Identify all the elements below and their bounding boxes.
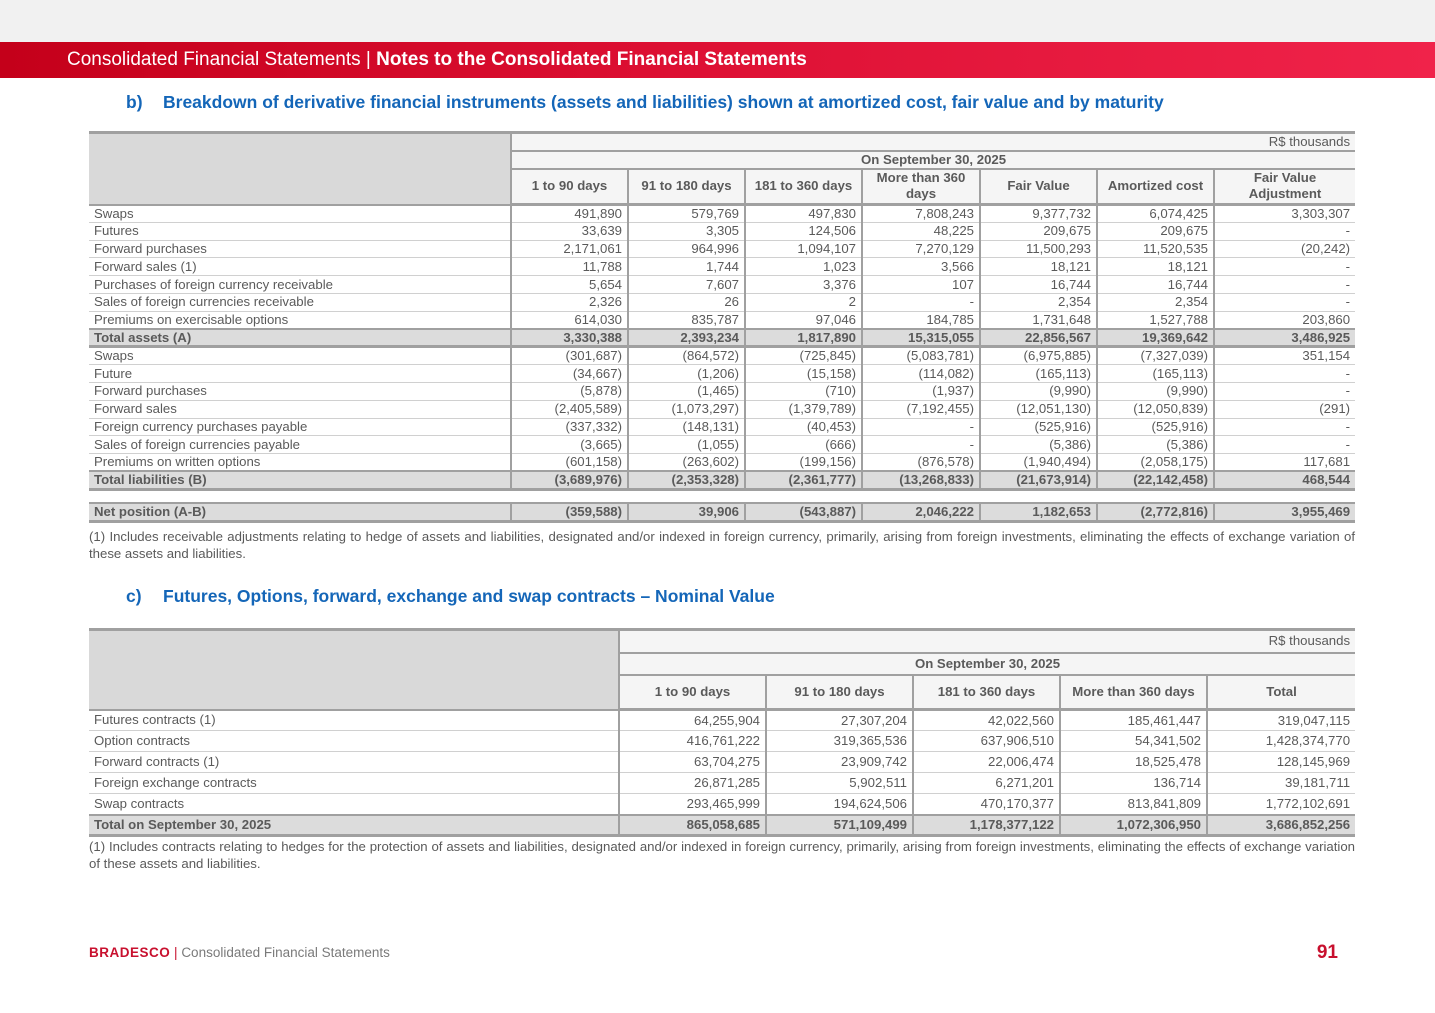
table-cell: 15,315,055 [862,329,980,347]
date-label: On September 30, 2025 [619,653,1355,675]
row-label: Futures [89,222,511,240]
table-cell: - [1214,258,1355,276]
table-cell: 3,305 [628,222,745,240]
table-cell: - [862,436,980,454]
brand-name: BRADESCO [89,945,171,960]
table-row [89,222,1355,240]
table-cell: 2 [745,293,862,311]
table-cell: 7,607 [628,276,745,294]
table-cell: (9,990) [1097,382,1214,400]
table-cell: (876,578) [862,454,980,472]
table-cell: 18,525,478 [1060,752,1207,773]
table-cell: 3,486,925 [1214,329,1355,347]
row-label: Total liabilities (B) [89,471,511,489]
table-row [89,418,1355,436]
table-row [89,773,1355,794]
table-cell: 11,500,293 [980,240,1097,258]
table-row [89,454,1355,472]
table-cell: (5,083,781) [862,347,980,365]
row-label: Premiums on written options [89,454,511,472]
column-header: 1 to 90 days [511,169,628,205]
table-cell: 11,520,535 [1097,240,1214,258]
table-cell: - [1214,436,1355,454]
row-label: Forward purchases [89,240,511,258]
table-row [89,240,1355,258]
table-cell: 3,686,852,256 [1207,815,1355,836]
table-cell: (1,937) [862,382,980,400]
table-cell: 491,890 [511,205,628,223]
total-row [89,471,1355,489]
derivatives-breakdown-table [89,131,1355,523]
footer-subtitle: Consolidated Financial Statements [181,945,390,960]
table-cell: (114,082) [862,365,980,383]
row-label: Total assets (A) [89,329,511,347]
table-cell: (2,058,175) [1097,454,1214,472]
table-cell: 1,428,374,770 [1207,731,1355,752]
row-label: Futures contracts (1) [89,710,619,731]
table-cell: 1,178,377,122 [913,815,1060,836]
table-cell: 7,808,243 [862,205,980,223]
column-header: Fair Value Adjustment [1214,169,1355,205]
section-c-footnote: (1) Includes contracts relating to hedges for the protection of assets and liabilities, designated and/or indexed in foreign currency, primarily, arising from foreign investments, eliminating the effects of exchange variation of these assets and liabilities. [89,839,1355,871]
table-cell: (2,361,777) [745,471,862,489]
table-cell: (543,887) [745,503,862,521]
table-cell: 865,058,685 [619,815,766,836]
table-cell: 27,307,204 [766,710,913,731]
column-header: 91 to 180 days [628,169,745,205]
table-cell: 97,046 [745,311,862,329]
row-label: Foreign currency purchases payable [89,418,511,436]
unit-label: R$ thousands [619,630,1355,653]
table-cell: (2,772,816) [1097,503,1214,521]
table-cell: 128,145,969 [1207,752,1355,773]
table-cell: 26 [628,293,745,311]
table-cell: 184,785 [862,311,980,329]
table-cell: 2,046,222 [862,503,980,521]
table-cell: 33,639 [511,222,628,240]
header-banner [0,42,1435,78]
table-cell: (12,050,839) [1097,400,1214,418]
date-label: On September 30, 2025 [511,151,1355,169]
table-cell: (12,051,130) [980,400,1097,418]
table-cell: (5,386) [980,436,1097,454]
table-cell: 16,744 [1097,276,1214,294]
section-b-title [126,92,1164,113]
row-label: Net position (A-B) [89,503,511,521]
table-cell: 203,860 [1214,311,1355,329]
table-cell: 3,566 [862,258,980,276]
table-cell: (1,465) [628,382,745,400]
table-cell: 1,072,306,950 [1060,815,1207,836]
table-cell: 11,788 [511,258,628,276]
row-label: Forward contracts (1) [89,752,619,773]
table-cell: 19,369,642 [1097,329,1214,347]
page-number: 91 [1316,942,1338,963]
table-cell: (22,142,458) [1097,471,1214,489]
table-cell: (601,158) [511,454,628,472]
table-cell: 319,365,536 [766,731,913,752]
section-b-letter: b) [126,92,143,112]
table-cell: 319,047,115 [1207,710,1355,731]
table-cell: (525,916) [1097,418,1214,436]
table-cell: (1,379,789) [745,400,862,418]
table-cell: (148,131) [628,418,745,436]
table-cell: 22,856,567 [980,329,1097,347]
table-cell: 5,654 [511,276,628,294]
section-c-heading: Futures, Options, forward, exchange and swap contracts – Nominal Value [163,586,775,606]
table-cell: (20,242) [1214,240,1355,258]
row-label: Swap contracts [89,794,619,815]
table-cell: 107 [862,276,980,294]
table-cell: 293,465,999 [619,794,766,815]
table-cell: 813,841,809 [1060,794,1207,815]
table-cell: (15,158) [745,365,862,383]
table-cell: 39,181,711 [1207,773,1355,794]
table-cell: 416,761,222 [619,731,766,752]
row-label: Forward purchases [89,382,511,400]
table-cell: (2,405,589) [511,400,628,418]
table-cell: 194,624,506 [766,794,913,815]
column-header: 181 to 360 days [913,675,1060,710]
table-cell: (1,940,494) [980,454,1097,472]
row-label: Sales of foreign currencies receivable [89,293,511,311]
table-cell: 3,376 [745,276,862,294]
table-cell: 6,271,201 [913,773,1060,794]
total-row [89,329,1355,347]
row-label: Premiums on exercisable options [89,311,511,329]
table-cell: 2,354 [980,293,1097,311]
column-header: More than 360 days [862,169,980,205]
table-cell: 22,006,474 [913,752,1060,773]
table-cell: 23,909,742 [766,752,913,773]
table-cell: (301,687) [511,347,628,365]
section-b-footnote: (1) Includes receivable adjustments relating to hedge of assets and liabilities, designated and/or indexed in foreign currency, primarily, arising from foreign investments, eliminating the effects of exchange variation of these assets and liabilities. [89,529,1355,561]
table-cell: 18,121 [980,258,1097,276]
row-label: Total on September 30, 2025 [89,815,619,836]
table-cell: (7,192,455) [862,400,980,418]
table-cell: (21,673,914) [980,471,1097,489]
table-cell: 497,830 [745,205,862,223]
table-cell: 1,182,653 [980,503,1097,521]
table-cell: - [1214,365,1355,383]
table-cell: 42,022,560 [913,710,1060,731]
table-cell: 117,681 [1214,454,1355,472]
table-cell: (5,878) [511,382,628,400]
table-cell: 2,171,061 [511,240,628,258]
nominal-value-table [89,628,1355,837]
table-cell: 2,354 [1097,293,1214,311]
table-cell: (291) [1214,400,1355,418]
table-cell: 136,714 [1060,773,1207,794]
column-header: Amortized cost [1097,169,1214,205]
section-c-title [126,586,775,607]
table-cell: (7,327,039) [1097,347,1214,365]
table-cell: (5,386) [1097,436,1214,454]
table-cell: (34,667) [511,365,628,383]
table-cell: - [1214,276,1355,294]
table-cell: 209,675 [1097,222,1214,240]
table-cell: - [1214,382,1355,400]
table-cell: (1,206) [628,365,745,383]
header-corner [89,630,619,710]
table-cell: 3,303,307 [1214,205,1355,223]
table-row [89,365,1355,383]
table-row [89,752,1355,773]
table-cell: 1,023 [745,258,862,276]
column-header: More than 360 days [1060,675,1207,710]
table-cell: 63,704,275 [619,752,766,773]
table-cell: (525,916) [980,418,1097,436]
table-cell: (725,845) [745,347,862,365]
table-cell: 637,906,510 [913,731,1060,752]
row-label: Forward sales [89,400,511,418]
table-row [89,794,1355,815]
table-cell: 9,377,732 [980,205,1097,223]
row-label: Future [89,365,511,383]
table-row [89,400,1355,418]
footer-separator: | [174,945,178,960]
table-cell: (40,453) [745,418,862,436]
row-label: Option contracts [89,731,619,752]
top-margin [0,0,1435,42]
table-cell: (864,572) [628,347,745,365]
table-cell: 3,955,469 [1214,503,1355,521]
row-label: Swaps [89,205,511,223]
table-cell: (666) [745,436,862,454]
row-label: Swaps [89,347,511,365]
table-cell: (9,990) [980,382,1097,400]
table-cell: 1,094,107 [745,240,862,258]
row-label: Purchases of foreign currency receivable [89,276,511,294]
table-cell: (2,353,328) [628,471,745,489]
table-cell: (3,689,976) [511,471,628,489]
column-header: 91 to 180 days [766,675,913,710]
table-cell: (199,156) [745,454,862,472]
section-b-heading: Breakdown of derivative financial instruments (assets and liabilities) shown at amortized cost, fair value and by maturity [163,92,1164,112]
table-cell: 1,744 [628,258,745,276]
table-cell: 571,109,499 [766,815,913,836]
table-row [89,436,1355,454]
table-row [89,710,1355,731]
table-cell: 64,255,904 [619,710,766,731]
footer-brand [89,945,390,960]
table-cell: - [862,418,980,436]
table-cell: 26,871,285 [619,773,766,794]
table-cell: 835,787 [628,311,745,329]
table-cell: 964,996 [628,240,745,258]
table-cell: 209,675 [980,222,1097,240]
total-row [89,815,1355,836]
table-cell: 351,154 [1214,347,1355,365]
table-cell: (165,113) [980,365,1097,383]
table-cell: 5,902,511 [766,773,913,794]
table-cell: 18,121 [1097,258,1214,276]
unit-label: R$ thousands [511,133,1355,151]
table-cell: 39,906 [628,503,745,521]
table-cell: - [862,293,980,311]
table-row [89,258,1355,276]
table-cell: (1,055) [628,436,745,454]
table-cell: - [1214,222,1355,240]
row-label: Forward sales (1) [89,258,511,276]
table-row [89,293,1355,311]
table-cell: 2,326 [511,293,628,311]
header-title-bold: Notes to the Consolidated Financial Statements [376,49,807,70]
table-cell: 16,744 [980,276,1097,294]
column-header: Fair Value [980,169,1097,205]
table-row [89,205,1355,223]
section-c-letter: c) [126,586,142,606]
table-cell: 579,769 [628,205,745,223]
table-row [89,382,1355,400]
table-cell: 2,393,234 [628,329,745,347]
table-cell: 124,506 [745,222,862,240]
table-row [89,311,1355,329]
table-row [89,731,1355,752]
table-cell: (1,073,297) [628,400,745,418]
table-cell: 614,030 [511,311,628,329]
table-cell: (710) [745,382,862,400]
table-cell: 48,225 [862,222,980,240]
table-cell: 6,074,425 [1097,205,1214,223]
header-corner [89,133,511,205]
table-cell: (359,588) [511,503,628,521]
column-header: 181 to 360 days [745,169,862,205]
header-title-regular: Consolidated Financial Statements | [67,49,371,70]
table-cell: 3,330,388 [511,329,628,347]
table-cell: (6,975,885) [980,347,1097,365]
column-header: Total [1207,675,1355,710]
table-cell: (3,665) [511,436,628,454]
table-cell: - [1214,418,1355,436]
table-cell: 185,461,447 [1060,710,1207,731]
table-cell: 7,270,129 [862,240,980,258]
table-cell: 1,817,890 [745,329,862,347]
spacer-row [89,489,1355,503]
table-cell: 468,544 [1214,471,1355,489]
header-title [67,49,807,71]
table-cell: 1,527,788 [1097,311,1214,329]
table-row [89,276,1355,294]
table-cell: (337,332) [511,418,628,436]
table-cell: 1,772,102,691 [1207,794,1355,815]
spacer-cell [89,489,1355,503]
table-cell: 1,731,648 [980,311,1097,329]
row-label: Sales of foreign currencies payable [89,436,511,454]
total-row [89,503,1355,521]
table-cell: 470,170,377 [913,794,1060,815]
row-label: Foreign exchange contracts [89,773,619,794]
table-cell: - [1214,293,1355,311]
column-header: 1 to 90 days [619,675,766,710]
table-cell: (13,268,833) [862,471,980,489]
table-cell: 54,341,502 [1060,731,1207,752]
table-cell: (165,113) [1097,365,1214,383]
table-row [89,347,1355,365]
table-cell: (263,602) [628,454,745,472]
